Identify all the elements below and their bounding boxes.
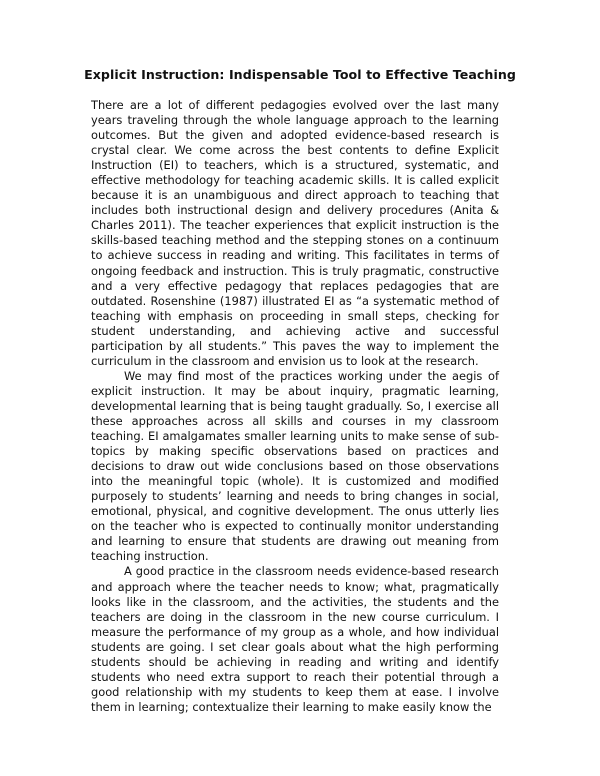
document-title: Explicit Instruction: Indispensable Tool to Effective Teaching [84,67,516,82]
document-body [91,98,499,715]
paragraph-2: We may find most of the practices working under the aegis of explicit instruction. It may be about inquiry, pragmatic learning, developmental learning that is being taught gradually. So, I exercise all these approaches across all skills and courses in my classroom teaching. EI amalgamates smaller learning units to make sense of sub-topics by making specific observations based on practices and decisions to draw out wide conclusions based on those observations into the meaningful topic (whole). It is customized and modified purposely to students’ learning and needs to bring changes in social, emotional, physical, and cognitive development. The onus utterly lies on the teacher who is expected to continually monitor understanding and learning to ensure that students are drawing out meaning from teaching instruction. [91,368,499,564]
paragraph-1: There are a lot of different pedagogies evolved over the last many years traveling through the whole language approach to the learning outcomes. But the given and adopted evidence-based research is crystal clear. We come across the best contents to define Explicit Instruction (EI) to teachers, which is a structured, systematic, and effective methodology for teaching academic skills. It is called explicit because it is an unambiguous and direct approach to teaching that includes both instructional design and delivery procedures (Anita & Charles 2011). The teacher experiences that explicit instruction is the skills-based teaching method and the stepping stones on a continuum to achieve success in reading and writing. This facilitates in terms of ongoing feedback and instruction. This is truly pragmatic, constructive and a very effective pedagogy that replaces pedagogies that are outdated. Rosenshine (1987) illustrated EI as “a systematic method of teaching with emphasis on proceeding in small steps, checking for student understanding, and achieving active and successful participation by all students.” This paves the way to implement the curriculum in the classroom and envision us to look at the research. [91,98,499,368]
paragraph-3: A good practice in the classroom needs evidence-based research and approach where the teacher needs to know; what, pragmatically looks like in the classroom, and the activities, the students and the teachers are doing in the classroom in the new course curriculum. I measure the performance of my group as a whole, and how individual students are going. I set clear goals about what the high performing students should be achieving in reading and writing and identify students who need extra support to reach their potential through a good relationship with my students to keep them at ease. I involve them in learning; contextualize their learning to make easily know the [91,564,499,714]
